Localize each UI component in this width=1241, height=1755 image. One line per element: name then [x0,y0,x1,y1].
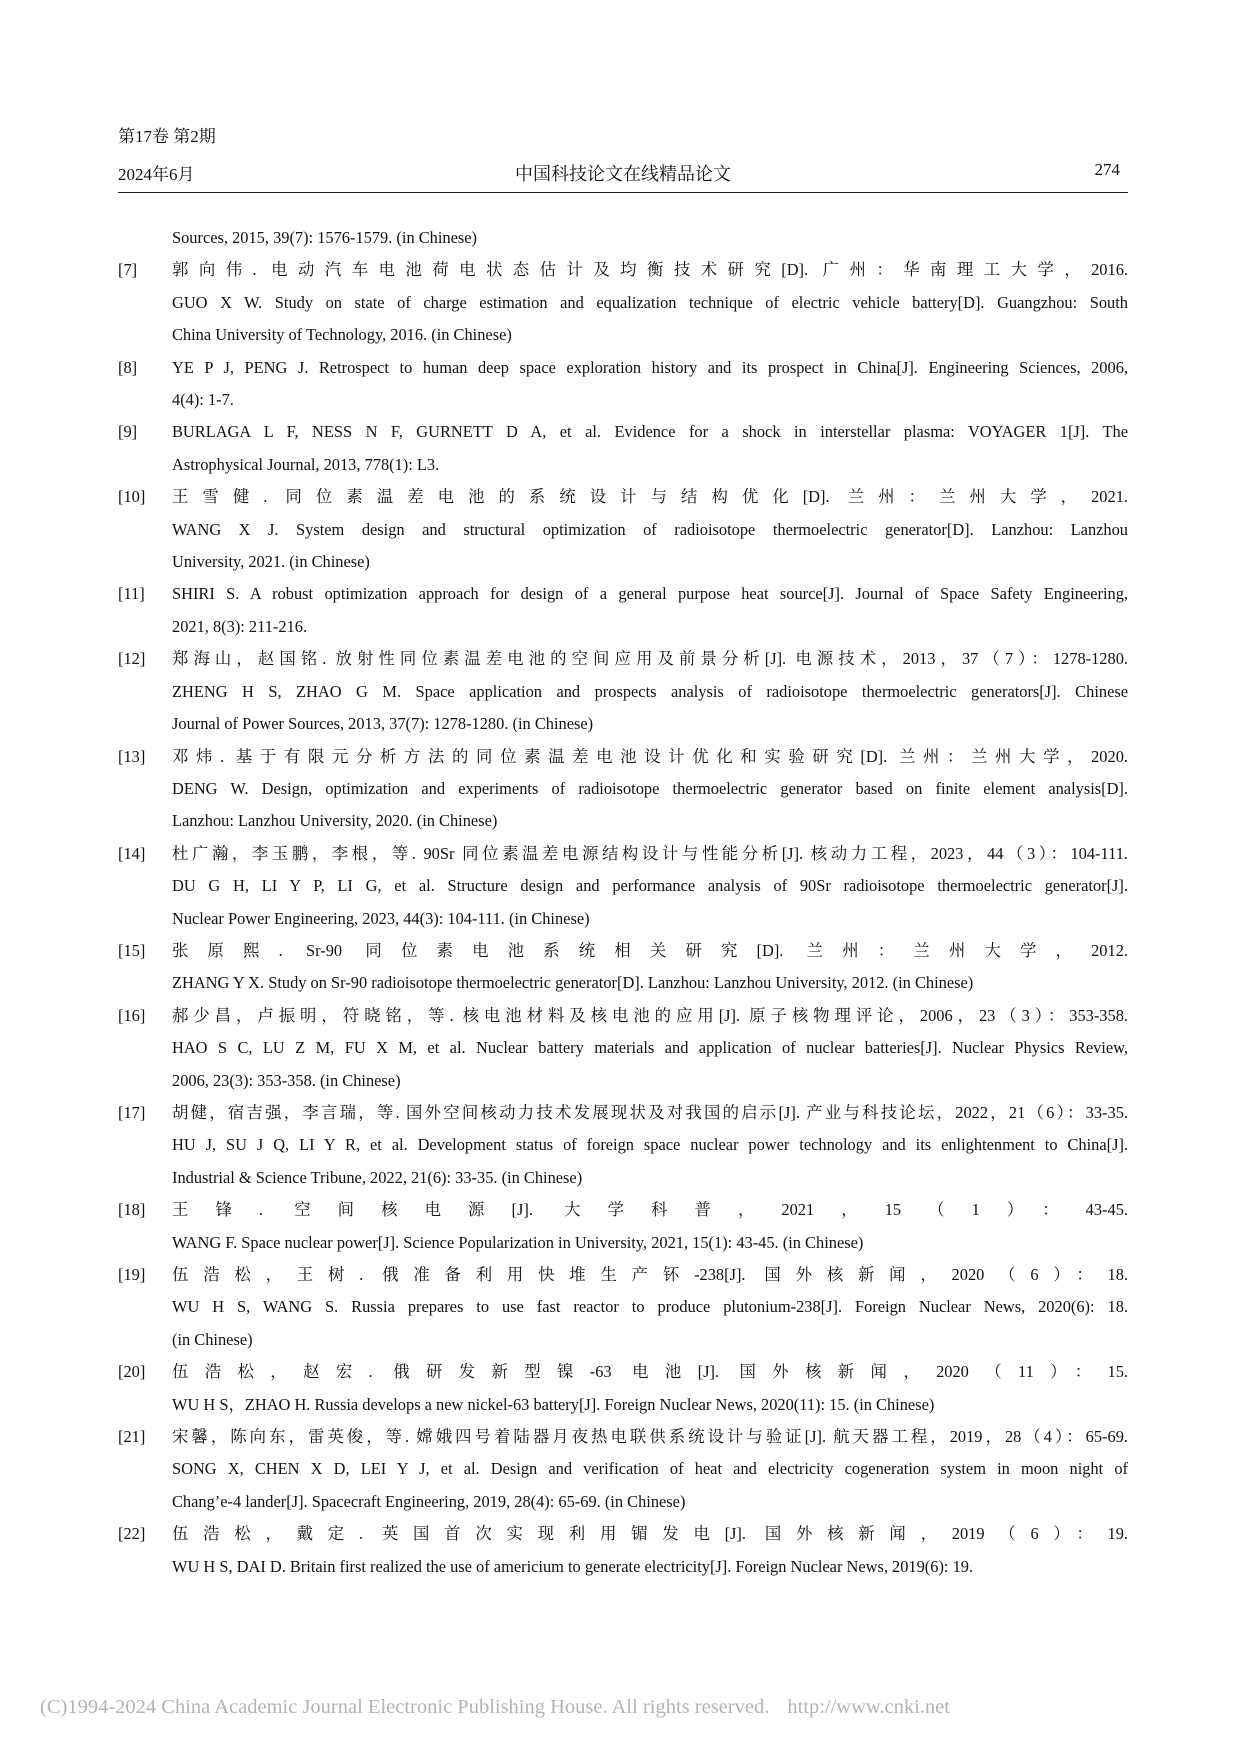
journal-date: 2024年6月 [118,165,195,184]
reference-line: (in Chinese) [172,1329,253,1349]
reference-line: SHIRI S. A robust optimization approach for design of a general purpose heat source[J]. Journal of Space Safety Engineering, [172,584,1128,604]
reference-number: [14] [118,843,146,863]
reference-line: 伍浩松，赵宏. 俄研发新型镍-63 电池[J]. 国外核新闻，2020（11）：15. [172,1362,1128,1382]
reference-line: 王雪健. 同位素温差电池的系统设计与结构优化[D]. 兰州：兰州大学，2021. [172,487,1128,507]
reference-item [118,838,1128,935]
reference-line: 邓炜. 基于有限元分析方法的同位素温差电池设计优化和实验研究[D]. 兰州：兰州大学，2020. [172,746,1128,766]
reference-list [118,222,1128,1583]
reference-item [118,481,1128,578]
reference-item [118,1421,1128,1518]
journal-volume: 第17卷 第2期 [118,127,216,146]
reference-line: ZHANG Y X. Study on Sr-90 radioisotope thermoelectric generator[D]. Lanzhou: Lanzhou University, 2012. (in Chinese) [172,973,974,993]
reference-line: HAO S C, LU Z M, FU X M, et al. Nuclear battery materials and application of nuclear batteries[J]. Nuclear Physics Review, [172,1038,1128,1058]
reference-line: Lanzhou: Lanzhou University, 2020. (in Chinese) [172,811,498,831]
reference-line: 伍浩松，王树. 俄准备利用快堆生产钚-238[J]. 国外核新闻，2020（6）：18. [172,1265,1128,1284]
reference-line: WANG F. Space nuclear power[J]. Science Popularization in University, 2021, 15(1): 43-45. (in Chinese) [172,1232,864,1252]
reference-number: [8] [118,357,138,377]
reference-line: DENG W. Design, optimization and experiments of radioisotope thermoelectric generator based on finite element analysis[D]. [172,778,1128,798]
reference-number: [15] [118,940,146,960]
reference-line: China University of Technology, 2016. (in Chinese) [172,325,512,345]
reference-item [118,1259,1128,1356]
reference-line: University, 2021. (in Chinese) [172,552,370,572]
reference-number: [22] [118,1524,146,1544]
reference-line: Sources, 2015, 39(7): 1576-1579. (in Chinese) [172,228,478,247]
reference-number: [12] [118,649,146,669]
page-number: 274 [1094,160,1120,179]
reference-item [118,643,1128,740]
reference-number: [11] [118,584,145,604]
reference-line: YE P J, PENG J. Retrospect to human deep space exploration history and its prospect in China[J]. Engineering Sciences, 2006, [172,357,1128,377]
journal-title: 中国科技论文在线精品论文 [515,164,731,185]
reference-line: 杜广瀚，李玉鹏，李根，等. 90Sr 同位素温差电源结构设计与性能分析[J]. 核动力工程，2023，44（3）：104-111. [172,843,1128,863]
reference-item [118,1356,1128,1421]
reference-line: Industrial & Science Tribune, 2022, 21(6): 33-35. (in Chinese) [172,1167,583,1187]
reference-line: 胡健，宿吉强，李言瑞，等. 国外空间核动力技术发展现状及对我国的启示[J]. 产业与科技论坛，2022，21（6）：33-35. [172,1102,1128,1122]
reference-item [118,1000,1128,1097]
reference-number: [13] [118,746,146,766]
reference-line: SONG X, CHEN X D, LEI Y J, et al. Design and verification of heat and electricity cogeneration system in moon night of [172,1459,1128,1479]
reference-number: [21] [118,1427,146,1447]
reference-line: Journal of Power Sources, 2013, 37(7): 1278-1280. (in Chinese) [172,714,594,734]
reference-line: Chang’e-4 lander[J]. Spacecraft Engineering, 2019, 28(4): 65-69. (in Chinese) [172,1491,686,1511]
reference-line: 2006, 23(3): 353-358. (in Chinese) [172,1070,401,1090]
reference-item [118,935,1128,1000]
reference-line: 王锋. 空间核电源[J]. 大学科普，2021，15（1）：43-45. [172,1200,1128,1220]
page-footer [40,1696,950,1719]
reference-number: [10] [118,487,146,507]
reference-item [118,741,1128,838]
reference-line: DU G H, LI Y P, LI G, et al. Structure design and performance analysis of 90Sr radioisotope thermoelectric generator[J]. [172,876,1128,896]
reference-item [118,578,1128,643]
copyright-notice: (C)1994-2024 China Academic Journal Electronic Publishing House. All rights reserved. [40,1696,770,1718]
reference-item [118,416,1128,481]
reference-number: [7] [118,260,138,280]
reference-line: 张原熙. Sr-90 同位素电池系统相关研究[D]. 兰州：兰州大学，2012. [172,940,1128,960]
reference-line: HU J, SU J Q, LI Y R, et al. Development status of foreign space nuclear power technology and its enlightenment to China[J]. [172,1135,1128,1155]
reference-line: Astrophysical Journal, 2013, 778(1): L3. [172,454,440,474]
reference-number: [16] [118,1005,146,1025]
page-header [118,118,1128,193]
reference-line: 4(4): 1-7. [172,390,234,410]
reference-line: 郑海山，赵国铭. 放射性同位素温差电池的空间应用及前景分析[J]. 电源技术，2013，37（7）：1278-1280. [172,649,1128,669]
reference-line: WU H S, DAI D. Britain first realized the use of americium to generate electricity[J]. Foreign Nuclear News, 2019(6): 19. [172,1556,974,1576]
reference-number: [18] [118,1200,146,1220]
reference-line: 2021, 8(3): 211-216. [172,616,308,636]
cnki-url: http://www.cnki.net [787,1696,950,1718]
reference-line: BURLAGA L F, NESS N F, GURNETT D A, et al. Evidence for a shock in interstellar plasma: VOYAGER 1[J]. The [172,422,1128,442]
reference-item [118,352,1128,417]
reference-item [118,222,1128,254]
reference-number: [20] [118,1362,146,1382]
reference-number: [17] [118,1102,146,1122]
reference-item [118,1194,1128,1259]
reference-line: 郝少昌，卢振明，符晓铭，等. 核电池材料及核电池的应用[J]. 原子核物理评论，2006，23（3）：353-358. [172,1005,1128,1025]
reference-number: [19] [118,1265,146,1284]
reference-item [118,1518,1128,1583]
reference-line: ZHENG H S, ZHAO G M. Space application and prospects analysis of radioisotope thermoelectric generators[J]. Chinese [172,681,1128,701]
reference-line: 郭向伟. 电动汽车电池荷电状态估计及均衡技术研究[D]. 广州：华南理工大学，2016. [172,260,1128,280]
reference-line: 宋馨，陈向东，雷英俊，等. 嫦娥四号着陆器月夜热电联供系统设计与验证[J]. 航天器工程，2019，28（4）：65-69. [172,1427,1128,1447]
reference-line: 伍浩松，戴定. 英国首次实现利用镅发电[J]. 国外核新闻，2019（6）：19. [172,1524,1128,1544]
reference-line: Nuclear Power Engineering, 2023, 44(3): 104-111. (in Chinese) [172,908,590,928]
reference-line: WU H S，ZHAO H. Russia develops a new nickel-63 battery[J]. Foreign Nuclear News, 2020(11): 15. (in Chinese) [172,1394,935,1414]
reference-item [118,254,1128,351]
reference-line: WANG X J. System design and structural optimization of radioisotope thermoelectric generator[D]. Lanzhou: Lanzhou [172,519,1128,539]
reference-number: [9] [118,422,138,442]
reference-line: GUO X W. Study on state of charge estimation and equalization technique of electric vehicle battery[D]. Guangzhou: South [172,292,1128,312]
reference-line: WU H S, WANG S. Russia prepares to use fast reactor to produce plutonium-238[J]. Foreign Nuclear News, 2020(6): 18. [172,1297,1128,1317]
reference-item [118,1097,1128,1194]
